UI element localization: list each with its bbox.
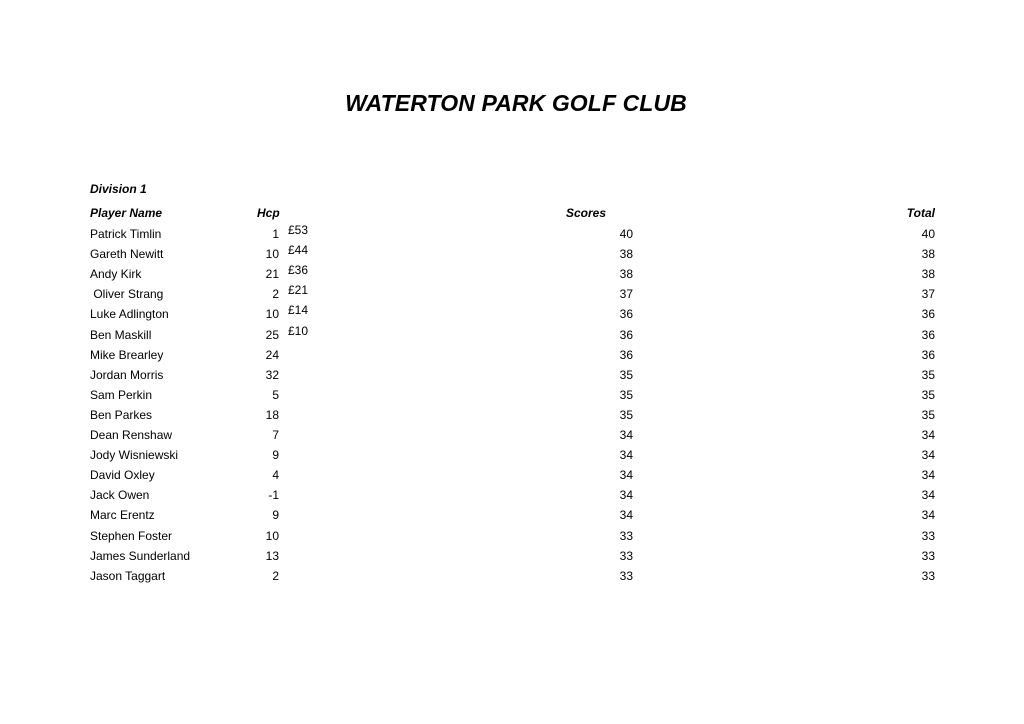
player-score: 33 — [619, 548, 633, 563]
player-total: 34 — [921, 448, 935, 463]
player-hcp: 25 — [265, 327, 279, 342]
player-total: 33 — [921, 528, 935, 543]
division-heading: Division 1 — [90, 182, 147, 196]
player-name: Sam Perkin — [90, 387, 153, 402]
player-name: Dean Renshaw — [90, 428, 173, 442]
player-score: 35 — [619, 387, 633, 402]
player-score: 36 — [619, 347, 633, 362]
player-hcp: 2 — [272, 287, 279, 302]
player-score: 37 — [619, 287, 633, 302]
player-hcp: 21 — [265, 267, 279, 282]
table-row — [0, 468, 1024, 488]
player-name: Jason Taggart — [90, 568, 166, 583]
player-score: 38 — [619, 247, 633, 262]
player-score: 34 — [619, 448, 633, 463]
table-row — [0, 243, 1024, 267]
player-total: 35 — [921, 367, 935, 382]
player-hcp: 10 — [265, 528, 279, 543]
player-score: 36 — [619, 307, 633, 322]
player-prize: £36 — [288, 263, 309, 278]
player-hcp: 10 — [265, 247, 279, 262]
player-total: 33 — [921, 548, 935, 563]
player-name: Luke Adlington — [90, 307, 169, 322]
player-hcp: -1 — [268, 488, 279, 503]
player-prize: £14 — [288, 303, 309, 318]
player-hcp: 10 — [265, 307, 279, 322]
table-row — [0, 323, 1024, 348]
player-score: 33 — [619, 568, 633, 583]
player-name: Jack Owen — [90, 488, 150, 503]
player-score: 35 — [619, 367, 633, 382]
player-name: Stephen Foster — [90, 528, 173, 543]
player-name: Patrick Timlin — [90, 227, 162, 241]
table-row — [0, 388, 1024, 408]
table-row — [0, 569, 1024, 589]
player-hcp: 2 — [272, 568, 279, 583]
player-hcp: 9 — [272, 508, 279, 523]
player-total: 34 — [921, 468, 935, 483]
player-score: 33 — [619, 528, 633, 543]
header-player-name: Player Name — [90, 206, 163, 220]
table-row — [0, 368, 1024, 388]
player-prize: £53 — [288, 223, 309, 237]
player-name: Marc Erentz — [90, 508, 155, 523]
player-score: 35 — [619, 407, 633, 422]
player-hcp: 18 — [265, 407, 279, 422]
player-total: 33 — [921, 568, 935, 583]
player-score: 40 — [619, 227, 633, 241]
table-row — [0, 283, 1024, 307]
player-hcp: 1 — [272, 227, 279, 241]
player-hcp: 4 — [272, 468, 279, 483]
player-name: Ben Parkes — [90, 407, 153, 422]
page-title: WATERTON PARK GOLF CLUB — [345, 90, 687, 116]
table-row — [0, 529, 1024, 549]
player-name: Oliver Strang — [90, 287, 164, 302]
player-total: 38 — [921, 247, 935, 262]
player-name: Ben Maskill — [90, 327, 152, 342]
player-total: 36 — [921, 307, 935, 322]
table-row — [0, 408, 1024, 428]
player-hcp: 24 — [265, 347, 279, 362]
player-score: 34 — [619, 488, 633, 503]
player-name: James Sunderland — [90, 548, 191, 563]
table-row — [0, 348, 1024, 368]
player-name: Jody Wisniewski — [90, 448, 179, 463]
player-name: David Oxley — [90, 468, 155, 483]
table-row — [0, 263, 1024, 287]
table-row — [0, 508, 1024, 528]
player-total: 34 — [921, 488, 935, 503]
player-total: 40 — [921, 227, 935, 241]
player-total: 34 — [921, 508, 935, 523]
player-hcp: 7 — [272, 428, 279, 442]
player-prize: £44 — [288, 243, 309, 258]
player-hcp: 13 — [265, 548, 279, 563]
player-name: Andy Kirk — [90, 267, 142, 282]
header-hcp: Hcp — [257, 206, 280, 220]
player-total: 35 — [921, 387, 935, 402]
player-total: 37 — [921, 287, 935, 302]
player-hcp: 5 — [272, 387, 279, 402]
player-name: Mike Brearley — [90, 347, 164, 362]
player-score: 34 — [619, 508, 633, 523]
player-name: Jordan Morris — [90, 367, 164, 382]
header-scores: Scores — [566, 206, 607, 220]
player-name: Gareth Newitt — [90, 247, 164, 262]
player-total: 36 — [921, 327, 935, 342]
player-total: 38 — [921, 267, 935, 282]
table-row — [0, 549, 1024, 569]
player-total: 35 — [921, 407, 935, 422]
player-score: 34 — [619, 428, 633, 442]
player-score: 34 — [619, 468, 633, 483]
table-row — [0, 428, 1024, 448]
player-prize: £21 — [288, 283, 309, 298]
table-row — [0, 223, 1024, 247]
player-hcp: 9 — [272, 448, 279, 463]
player-hcp: 32 — [265, 367, 279, 382]
player-prize: £10 — [288, 323, 309, 338]
player-total: 34 — [921, 428, 935, 442]
player-score: 38 — [619, 267, 633, 282]
player-score: 36 — [619, 327, 633, 342]
table-row — [0, 488, 1024, 508]
header-total: Total — [906, 206, 935, 220]
player-total: 36 — [921, 347, 935, 362]
table-row — [0, 303, 1024, 327]
table-row — [0, 448, 1024, 468]
